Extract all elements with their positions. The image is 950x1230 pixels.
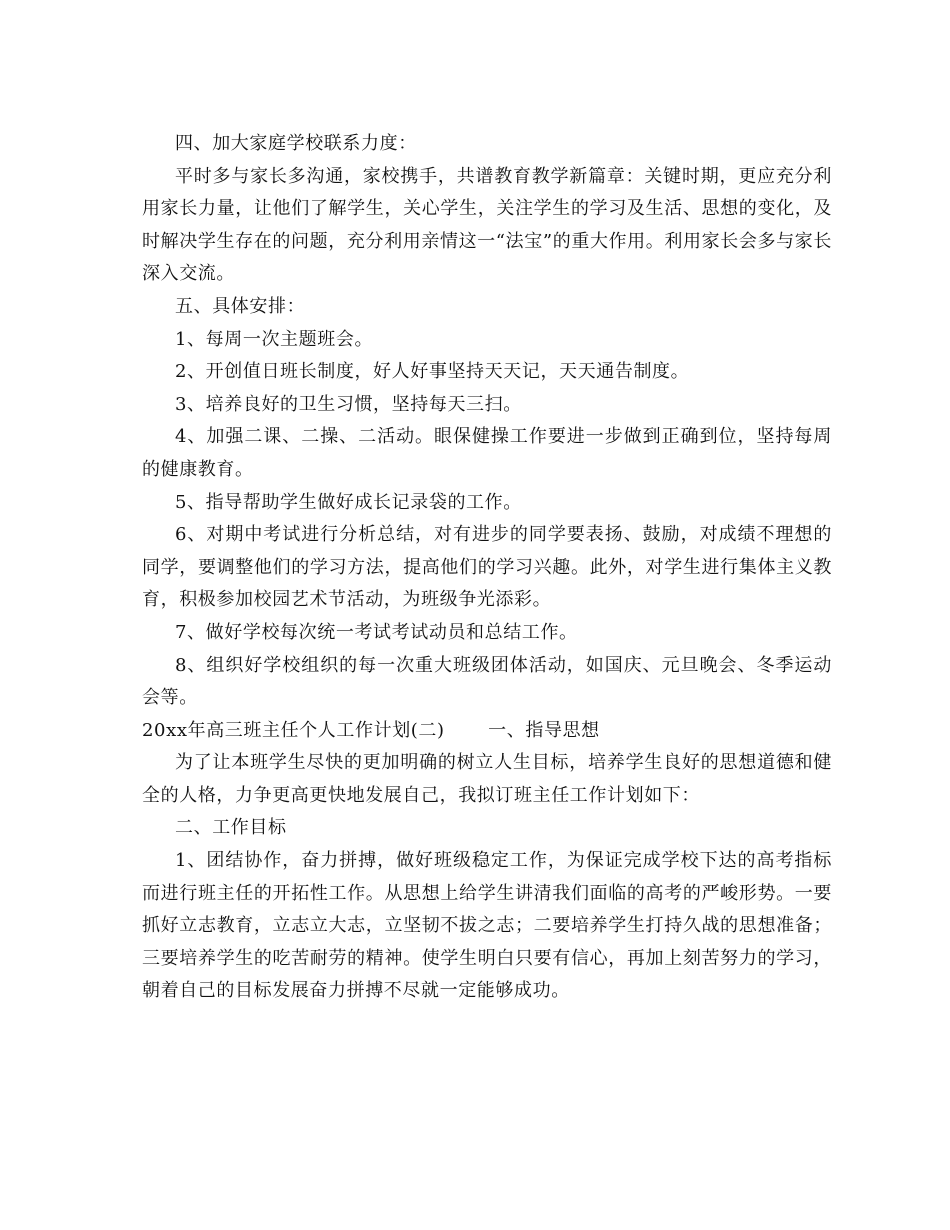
list-item-6: 6、对期中考试进行分析总结，对有进步的同学要表扬、鼓励，对成绩不理想的同学，要调整他们的学习方法，提高他们的学习兴趣。此外，对学生进行集体主义教育，积极参加校园艺术节活动，为班级争光添彩。 [142, 524, 832, 611]
list-item-4: 4、加强二课、二操、二活动。眼保健操工作要进一步做到正确到位，坚持每周的健康教育。 [142, 426, 832, 480]
paragraph-guiding-thought: 为了让本班学生尽快的更加明确的树立人生目标，培养学生良好的思想道德和健全的人格，力争更高更快地发展自己，我拟订班主任工作计划如下： [142, 752, 832, 806]
list-item-2: 2、开创值日班长制度，好人好事坚持天天记，天天通告制度。 [175, 361, 690, 383]
document-body [142, 128, 832, 1008]
list-item-7: 7、做好学校每次统一考试考试动员和总结工作。 [175, 621, 578, 643]
section-heading-5: 五、具体安排： [175, 295, 306, 317]
list-item-5: 5、指导帮助学生做好成长记录袋的工作。 [175, 491, 522, 513]
section-heading-4: 四、加大家庭学校联系力度： [175, 133, 417, 154]
paragraph-family-school: 平时多与家长多沟通，家校携手，共谱教育教学新篇章：关键时期，更应充分利用家长力量，让他们了解学生，关心学生，关注学生的学习及生活、思想的变化，及时解决学生存在的问题，充分利用亲情这一“法宝”的重大作用。利用家长会多与家长深入交流。 [142, 165, 832, 285]
list-item-3: 3、培养良好的卫生习惯，坚持每天三扫。 [175, 393, 522, 415]
paragraph-goal-1: 1、团结协作，奋力拼搏，做好班级稳定工作，为保证完成学校下达的高考指标而进行班主任的开拓性工作。从思想上给学生讲清我们面临的高考的严峻形势。一要抓好立志教育，立志立大志，立坚韧不拔之志；二要培养学生打持久战的思想准备；三要培养学生的吃苦耐劳的精神。使学生明白只要有信心，再加上刻苦努力的学习，朝着自己的目标发展奋力拼搏不尽就一定能够成功。 [142, 850, 832, 1002]
plan-title-heading: 20xx年高三班主任个人工作计划(二) 一、指导思想 [142, 719, 600, 741]
list-item-1: 1、每周一次主题班会。 [175, 328, 374, 350]
section-heading-goals: 二、工作目标 [175, 817, 287, 839]
list-item-8: 8、组织好学校组织的每一次重大班级团体活动，如国庆、元旦晚会、冬季运动会等。 [142, 654, 832, 709]
